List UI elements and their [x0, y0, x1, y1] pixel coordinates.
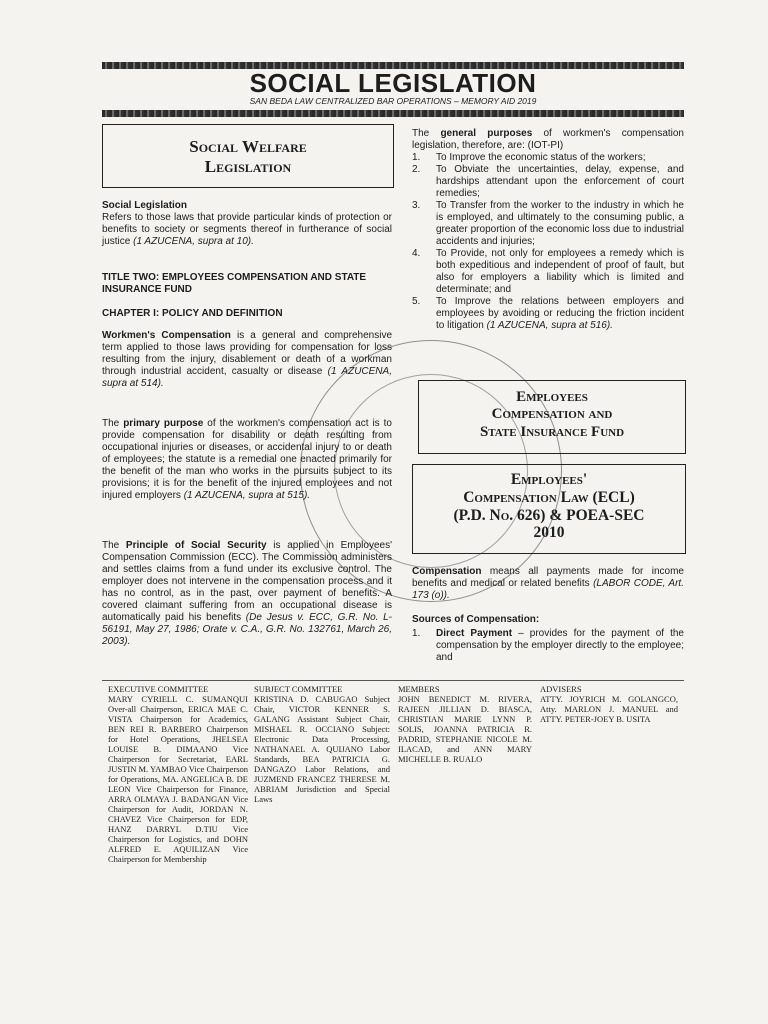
- list-item: [412, 248, 684, 296]
- social-legislation-definition: [102, 212, 392, 248]
- ec-box-line3: State Insurance Fund: [479, 423, 625, 440]
- general-purposes-term: general purposes: [440, 128, 533, 139]
- compensation-citation: (LABOR CODE, Art. 173 (o)).: [412, 578, 684, 601]
- ec-box-line1: Employees: [516, 389, 588, 405]
- list-item-number: 1.: [412, 628, 421, 639]
- list-item: [412, 164, 684, 200]
- list-item-text: To Provide, not only for employees a remedy which is both expeditious and independent of proof of fault, but also for employers a liability which is limited and determinate; and: [436, 248, 684, 295]
- primary-purpose-paragraph: [102, 418, 392, 502]
- executive-committee-heading: EXECUTIVE COMMITTEE: [108, 684, 209, 694]
- social-legislation-citation: (1 AZUCENA, supra at 10).: [133, 236, 254, 247]
- ec-state-insurance-box: [418, 380, 686, 454]
- title-two-heading: TITLE TWO: EMPLOYEES COMPENSATION AND STATE INSURANCE FUND: [102, 272, 367, 295]
- social-legislation-heading: Social Legislation: [102, 200, 188, 211]
- header-rule-bottom: [102, 110, 684, 117]
- social-welfare-box: [102, 124, 394, 188]
- list-item-number: 1.: [412, 152, 421, 163]
- executive-committee-column: [108, 684, 248, 864]
- list-item-text: To Improve the relations between employers and employees by avoiding or reducing the friction incident to litigation: [436, 296, 684, 331]
- social-legislation-section: [102, 200, 392, 248]
- general-purposes-section: [412, 128, 684, 332]
- list-item: [412, 628, 684, 664]
- ecl-box-line4: 2010: [533, 524, 565, 542]
- social-security-term: Principle of Social Security: [125, 540, 267, 551]
- list-item-citation: (1 AZUCENA, supra at 516).: [486, 320, 613, 331]
- social-welfare-title-line1: Social Welfare: [189, 137, 307, 156]
- workmens-compensation-definition: is a general and comprehensive term applied to those laws providing for compensation for loss resulting from the injury, disablement or death of a workman through industrial accident, casualty or disease: [102, 330, 393, 377]
- direct-payment-term: Direct Payment: [436, 628, 513, 639]
- footer-divider: [102, 680, 684, 681]
- general-purposes-prefix: The: [412, 128, 441, 139]
- social-security-paragraph: [102, 540, 392, 648]
- list-item: [412, 200, 684, 248]
- advisers-text: ATTY. JOYRICH M. GOLANGCO, Atty. MARLON J. MANUEL and ATTY. PETER-JOEY B. USITA: [540, 694, 678, 724]
- members-heading: MEMBERS: [398, 684, 440, 694]
- executive-committee-text: MARY CYRIELL C. SUMANQUI Over-all Chairperson, ERICA MAE C. VISTA Chairperson for Academics, BEN REI R. BARBERO Chairperson for Hotel Operations, JHELSEA LOUISE B. DIMAANO Vice Chairperson for Secretariat, EARL JUSTIN M. YAMBAO Vice Chairperson for Operations, MA. ANGELICA B. DE LEON Vice Chairperson for Finance, ARRA OLMAYA J. BADANGAN Vice Chairperson for Audit, JORDAN N. CHAVEZ Vice Chairperson for EDP, HANZ DARRYL D.TIU Vice Chairperson for Logistics, and DOHN ALFRED E. AQUILIZAN Vice Chairperson for Membership: [108, 694, 248, 864]
- social-security-body: is applied in Employees' Compensation Commission (ECC). The Commission administers and settles claims from a fund under its exclusive control. The employer does not intervene in the compensation process and it has no control, as in the past, over payment of benefits. A covered claimant suffering from an occupational disease is automatically paid his benefits: [102, 540, 392, 623]
- social-security-text: [102, 540, 392, 648]
- ecl-box-line1: Employees': [510, 471, 588, 488]
- subject-committee-heading: SUBJECT COMMITTEE: [254, 684, 343, 694]
- page-title: SOCIAL LEGISLATION: [249, 68, 537, 98]
- compensation-definition: [412, 566, 684, 602]
- general-purposes-list: [412, 152, 684, 332]
- social-legislation-text: Refers to those laws that provide particular kinds of protection or benefits to society or segments thereof in furtherance of social justice: [102, 212, 392, 247]
- subject-committee-column: [254, 684, 390, 804]
- ecl-poea-box: [412, 464, 686, 554]
- compensation-term: Compensation: [412, 566, 482, 577]
- primary-purpose-term: primary purpose: [123, 418, 204, 429]
- sources-heading: Sources of Compensation:: [412, 614, 540, 625]
- list-item-number: 2.: [412, 164, 421, 175]
- list-item-text: To Obviate the uncertainties, delay, expense, and hardships attendant upon the enforcement of court remedies;: [436, 164, 684, 199]
- members-text: JOHN BENEDICT M. RIVERA, RAJEEN JILLIAN D. BIASCA, CHRISTIAN MARIE LYNN P. SOLIS, JOANNA PATRICIA R. PADRID, STEPHANIE NICOLE M. ILACAD, and ANN MARY MICHELLE B. RUALO: [398, 694, 532, 764]
- direct-payment-item: [412, 628, 684, 664]
- social-security-prefix: The: [102, 540, 126, 551]
- list-item-number: 4.: [412, 248, 421, 259]
- social-security-citation: (De Jesus v. ECC, G.R. No. L-56191, May 27, 1986; Orate v. C.A., G.R. No. 132761, March 26, 2003).: [102, 612, 393, 647]
- advisers-heading: ADVISERS: [540, 684, 582, 694]
- list-item: [412, 296, 684, 332]
- primary-purpose-text: [102, 418, 392, 502]
- workmens-compensation-text: [102, 330, 392, 390]
- compensation-text: [412, 566, 684, 602]
- ec-box-line2: Compensation and: [491, 406, 613, 423]
- workmens-compensation-paragraph: [102, 330, 392, 390]
- ecl-box-line2: Compensation Law (ECL): [463, 488, 635, 506]
- list-item-text: To Transfer from the worker to the industry in which he is employed, and ultimately to the consuming public, a greater proportion of the economic loss due to industrial accidents and injuries;: [436, 200, 684, 247]
- compensation-body: means all payments made for income benefits and medical or related benefits: [412, 566, 684, 589]
- general-purposes-intro: [412, 128, 684, 152]
- general-purposes-text: of workmen's compensation legislation, therefore, are: (IOT-PI): [412, 128, 684, 151]
- advisers-column: [540, 684, 678, 724]
- list-item-text: To Improve the economic status of the workers;: [436, 152, 646, 163]
- workmens-compensation-citation: (1 AZUCENA, supra at 514).: [102, 366, 392, 389]
- primary-purpose-body: of the workmen's compensation act is to provide compensation for disability or death resulting from occupational injuries or diseases, or accidental injury to or death of employees; the statute is a remedial one enacted primarily for the benefit of the man who works in the pursuits subject to its provisions; it is for the benefit of the injured employees and not injured employers: [102, 418, 392, 501]
- workmens-compensation-term: Workmen's Compensation: [102, 330, 231, 341]
- primary-purpose-citation: (1 AZUCENA, supra at 515).: [183, 490, 311, 501]
- chapter-one-heading: CHAPTER I: POLICY AND DEFINITION: [102, 308, 283, 319]
- social-welfare-title-line2: Legislation: [204, 156, 292, 176]
- ecl-box-line3: (P.D. No. 626) & POEA-SEC: [453, 506, 645, 524]
- list-item-number: 3.: [412, 200, 421, 211]
- primary-purpose-prefix: The: [102, 418, 124, 429]
- list-item-number: 5.: [412, 296, 421, 307]
- page-subtitle: SAN BEDA LAW CENTRALIZED BAR OPERATIONS – MEMORY AID 2019: [249, 96, 537, 106]
- sources-list: [412, 628, 684, 664]
- subject-committee-text: KRISTINA D. CABUGAO Subject Chair, VICTOR KENNER S. GALANG Assistant Subject Chair, MISHAEL R. OCCIANO Subject: Electronic Data Processing, NATHANAEL A. QUIJANO Labor Standards, BEA PATRICIA G. DANGAZO Labor Relations, and JUZMEND FRANCEZ THERESE M. ABRIAM Jurisdiction and Special Laws: [254, 694, 390, 804]
- direct-payment-text: – provides for the payment of the compensation by the employer directly to the employee; and: [436, 628, 684, 663]
- members-column: [398, 684, 532, 764]
- list-item: [412, 152, 684, 164]
